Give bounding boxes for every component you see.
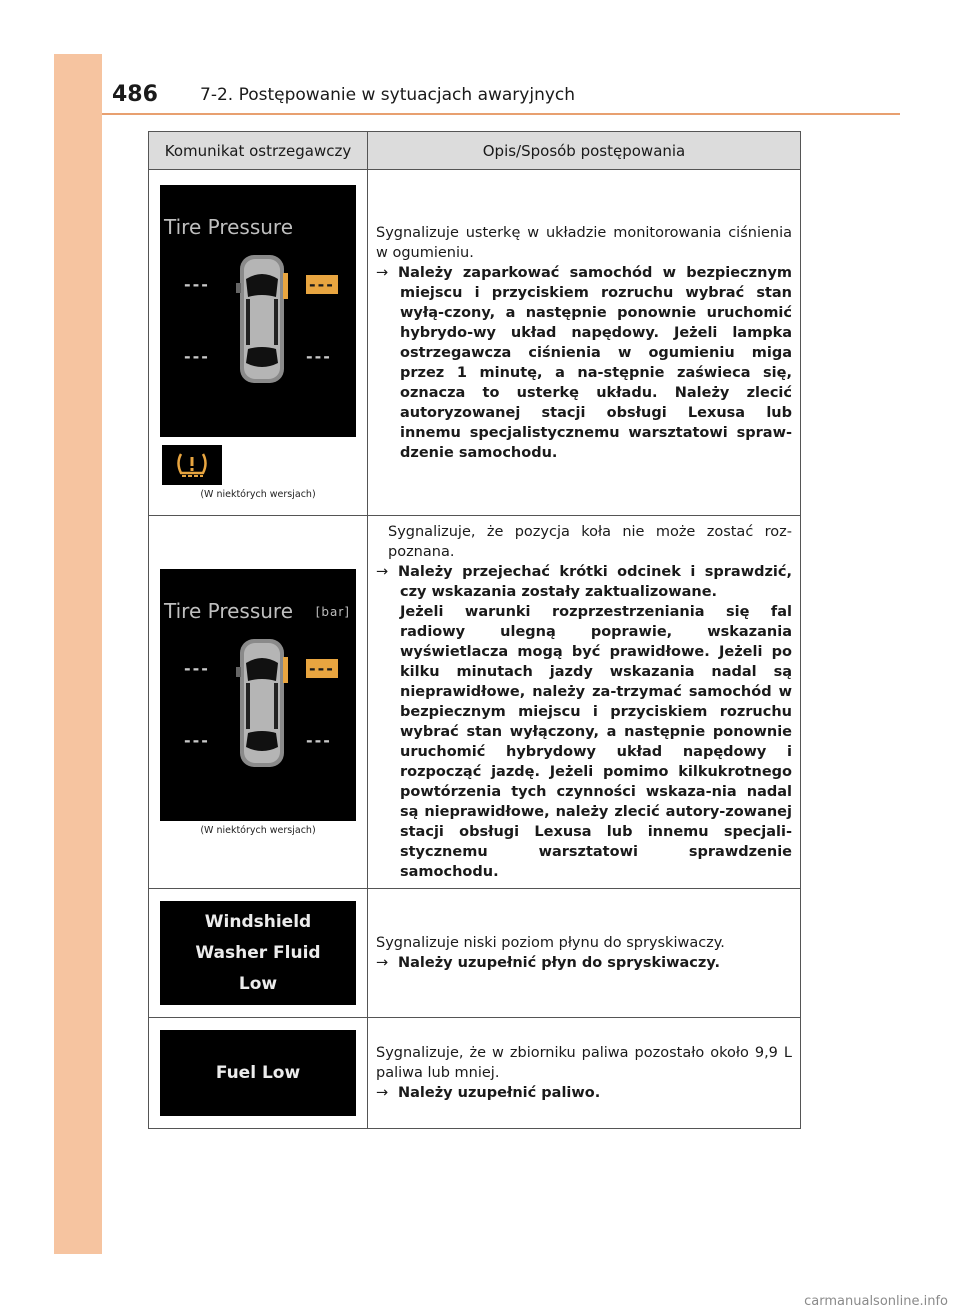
tire-pressure-bar-screen — [160, 569, 356, 821]
arrow-icon: → — [376, 564, 389, 580]
version-caption: (W niektórych wersjach) — [200, 824, 316, 836]
description-cell — [368, 516, 801, 889]
tire-value-rear-left: --- — [184, 730, 210, 750]
screen-message-line: Washer Fluid — [195, 942, 321, 963]
tire-value-front-right: --- — [306, 659, 338, 678]
instruction — [376, 1083, 792, 1103]
description-text: Sygnalizuje, że w zbiorniku paliwa pozostało około 9,9 L paliwa lub mniej. — [376, 1045, 792, 1081]
tire-pressure-screen — [160, 185, 356, 437]
tire-value-front-left: --- — [184, 658, 210, 678]
table-row — [149, 1018, 801, 1129]
arrow-icon: → — [376, 1085, 389, 1101]
tire-pressure-warning-icon — [175, 451, 209, 479]
description-text: Sygnalizuje, że pozycja koła nie może zostać roz-poznana. — [388, 524, 792, 560]
description-text: Sygnalizuje niski poziom płynu do spryskiwaczy. — [376, 935, 725, 951]
description-text: Sygnalizuje usterkę w układzie monitorowania ciśnienia w ogumieniu. — [376, 224, 792, 261]
description-cell — [368, 170, 801, 516]
tire-value-front-left: --- — [184, 275, 210, 294]
version-caption: (W niektórych wersjach) — [200, 489, 316, 500]
screen-title: Tire Pressure — [164, 215, 294, 239]
instruction-text: Należy uzupełnić płyn do spryskiwaczy. — [398, 955, 720, 971]
tire-value-front-right: --- — [306, 275, 338, 294]
instruction-text: Należy przejechać krótki odcinek i sprawdzić, czy wskazania zostały zaktualizowane. — [398, 564, 792, 600]
table-row — [149, 889, 801, 1018]
tire-pressure-warning-lamp — [162, 445, 222, 485]
description-cell — [368, 889, 801, 1018]
instruction-extra-text: Jeżeli warunki rozprzestrzeniania się fal radiowy ulegną poprawie, wskazania wyświetlacza mogą być prawidłowe. Jeżeli po kilku minutach jazdy wskazania nadal są nieprawidłowe, należy za-trzymać samochód w bezpiecznym miejscu i przyciskiem rozruchu wybrać stan wyłączony, a następnie ponownie uruchomić hybrydowy układ napędowy i rozpocząć jazdę. Jeżeli pomimo kilkukrotnego powtórzenia tych czynności wskaza-nia nadal są nieprawidłowe, należy zlecić autory-zowanej stacji obsługi Lexusa lub innemu specjali-stycznemu warsztatowi sprawdzenie samochodu. — [400, 604, 792, 880]
fuel-low-screen — [160, 1030, 356, 1116]
page-header — [110, 82, 900, 112]
message-cell — [149, 889, 368, 1018]
screen-message-line: Fuel Low — [215, 1062, 301, 1083]
table-row — [149, 516, 801, 889]
chapter-side-tab — [54, 54, 102, 1254]
car-top-view-icon — [236, 637, 288, 769]
tire-value-rear-right: --- — [306, 347, 332, 366]
message-cell — [149, 516, 368, 889]
screen-message-line: Windshield — [204, 911, 312, 932]
description-cell — [368, 1018, 801, 1129]
message-cell — [149, 1018, 368, 1129]
message-cell — [149, 170, 368, 516]
instruction-text: Należy zaparkować samochód w bezpiecznym miejscu i przyciskiem rozruchu wybrać stan wyłą-czony, a następnie ponownie uruchomić hybrydo-wy układ napędowy. Jeżeli lampka ostrzegawcza ciśnienia w ogumieniu miga przez 1 minutę, a na-stępnie zaświeca się, oznacza to usterkę układu. Należy zlecić autoryzowanej stacji obsługi Lexusa lub innemu specjalistycznemu warsztatowi spraw-dzenie samochodu. — [398, 264, 792, 461]
unit-label: [bar] — [315, 604, 350, 619]
table-header-row — [149, 132, 801, 170]
tire-value-rear-right: --- — [306, 730, 332, 750]
car-top-view-icon — [236, 253, 288, 385]
arrow-icon: → — [376, 955, 389, 971]
header-rule — [102, 113, 900, 115]
washer-fluid-screen — [160, 901, 356, 1005]
column-header-description: Opis/Sposób postępowania — [368, 132, 801, 170]
page-number: 486 — [112, 82, 158, 107]
column-header-message: Komunikat ostrzegawczy — [149, 132, 368, 170]
screen-title: Tire Pressure — [164, 598, 294, 623]
watermark: carmanualsonline.info — [804, 1294, 948, 1309]
instruction — [376, 953, 792, 973]
section-title: 7-2. Postępowanie w sytuacjach awaryjnych — [200, 85, 576, 105]
instruction — [376, 263, 792, 463]
warning-messages-table — [148, 131, 801, 1129]
instruction — [376, 562, 792, 602]
instruction-text: Należy uzupełnić paliwo. — [398, 1085, 601, 1101]
screen-message-line: Low — [238, 973, 278, 994]
tire-value-rear-left: --- — [184, 347, 210, 366]
arrow-icon: → — [376, 264, 389, 281]
table-row — [149, 170, 801, 516]
